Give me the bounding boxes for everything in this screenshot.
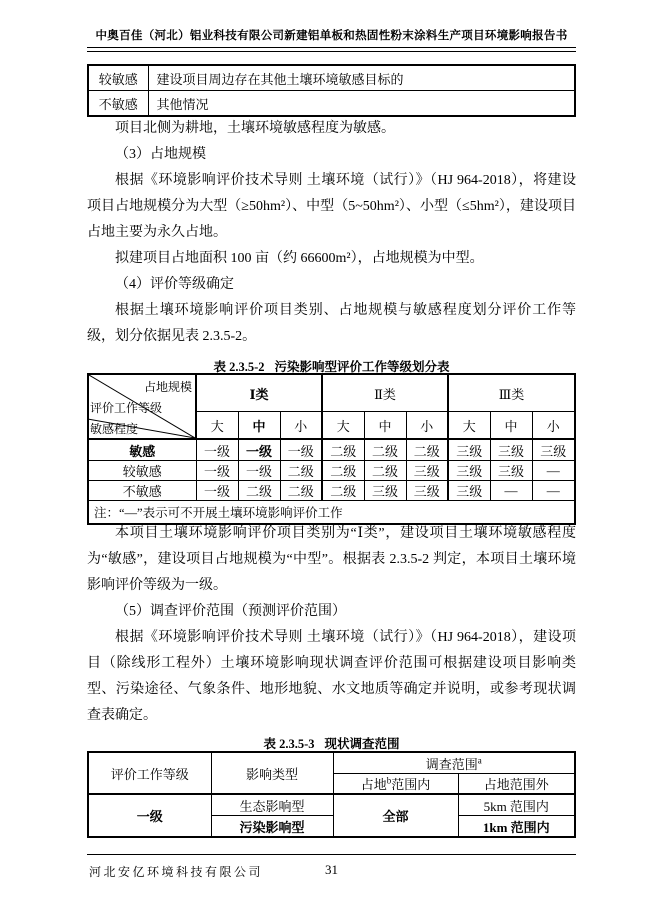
paragraph-scope-basis: 根据《环境影响评价技术导则 土壤环境（试行）》（HJ 964-2018），建设项目（除线形工程外）土壤环境影响现状调查评价范围可根据建设项目影响类型、污染途径、气象条件、地形地貌、水文地质等确定并说明，或参考现状调查表确定。 <box>87 630 576 723</box>
grade-cell: — <box>532 481 575 501</box>
header-outside-land: 占地范围外 <box>458 774 575 795</box>
grade-cell: 三级 <box>448 461 490 481</box>
header-work-grade: 评价工作等级 <box>88 752 211 794</box>
header-double-rule <box>87 47 576 52</box>
grade-cell: — <box>532 461 575 481</box>
sensitivity-desc-cell: 建设项目周边存在其他土壤环境敏感目标的 <box>148 65 575 91</box>
grade-cell: 二级 <box>364 461 406 481</box>
page-header-title: 中奥百佳（河北）铝业科技有限公司新建铝单板和热固性粉末涂料生产项目环境影响报告书 <box>95 30 568 42</box>
grade-cell: 一级 <box>238 439 280 461</box>
grade-cell: 二级 <box>238 481 280 501</box>
cell-eco-outside-range: 5km 范围内 <box>458 794 575 816</box>
cell-eco-impact-type: 生态影响型 <box>211 794 333 816</box>
survey-table-caption <box>87 734 576 752</box>
cell-grade-level: 一级 <box>88 794 211 837</box>
sensitivity-desc-cell: 其他情况 <box>148 91 575 117</box>
grade-row-sensitive <box>88 439 575 461</box>
grade-cell: 一级 <box>238 461 280 481</box>
survey-scope-table <box>87 751 576 838</box>
footnote-marker-a: a <box>477 755 482 766</box>
grade-cell: 一级 <box>196 481 238 501</box>
grade-cell: 三级 <box>490 461 532 481</box>
grade-cell: 一级 <box>280 439 322 461</box>
cell-scope-all: 全部 <box>333 794 458 837</box>
row-label-insensitive: 不敏感 <box>88 481 196 501</box>
grade-cell: 二级 <box>280 481 322 501</box>
header-within-land <box>333 774 458 795</box>
diagonal-label-land-scale: 占地规模 <box>143 380 192 394</box>
row-label-sensitive: 敏感 <box>88 439 196 461</box>
footnote-marker-b: b <box>386 775 392 786</box>
footer-company-name: 河北安亿环境科技有限公司 <box>89 865 264 879</box>
heading-3-land-scale: （3）占地规模 <box>115 147 206 162</box>
grade-cell: 三级 <box>490 439 532 461</box>
size-header: 大 <box>322 412 364 440</box>
survey-table-caption-title: 现状调查范围 <box>324 737 400 751</box>
size-header: 大 <box>196 412 238 440</box>
grade-classification-table <box>87 373 576 525</box>
grade-cell: 三级 <box>532 439 575 461</box>
grade-table-caption-label: 表 2.3.5-2 <box>213 360 265 374</box>
cell-pollution-impact-type: 污染影响型 <box>211 816 333 838</box>
grade-cell: 二级 <box>322 481 364 501</box>
grade-cell: 三级 <box>406 461 448 481</box>
paragraph-grade-result: 本项目土壤环境影响评价项目类别为“Ⅰ类”，建设项目土壤环境敏感程度为“敏感”，建设项目占地规模为“中型”。根据表 2.3.5-2 判定，本项目土壤环境影响评价等级为一级。 <box>87 526 576 593</box>
class-header-3: Ⅲ类 <box>448 374 575 412</box>
size-header: 小 <box>532 412 575 440</box>
survey-scope-text: 调查范围 <box>425 756 478 772</box>
header-impact-type: 影响类型 <box>211 752 333 794</box>
paragraph-project-area: 拟建项目占地面积 100 亩（约 66600m²），占地规模为中型。 <box>115 251 484 266</box>
table-row <box>88 65 575 91</box>
heading-4-grade-determination: （4）评价等级确定 <box>115 277 234 292</box>
grade-cell: 三级 <box>448 439 490 461</box>
paragraph-grade-basis: 根据土壤环境影响评价项目类别、占地规模与敏感程度划分评价工作等级，划分依据见表 2.3.5-2。 <box>87 303 576 344</box>
size-header: 小 <box>406 412 448 440</box>
table-row <box>88 91 575 117</box>
within-land-pre: 占地 <box>360 777 387 792</box>
grade-cell: 一级 <box>196 439 238 461</box>
sensitivity-level-cell: 较敏感 <box>88 65 148 91</box>
grade-table-caption-title: 污染影响型评价工作等级划分表 <box>274 360 450 374</box>
paragraph-north-side: 项目北侧为耕地，土壤环境敏感程度为敏感。 <box>115 121 395 136</box>
grade-cell: — <box>490 481 532 501</box>
grade-cell: 三级 <box>448 481 490 501</box>
grade-cell: 二级 <box>406 439 448 461</box>
grade-cell: 一级 <box>196 461 238 481</box>
size-header: 中 <box>238 412 280 440</box>
grade-row-insensitive <box>88 481 575 501</box>
grade-cell: 三级 <box>406 481 448 501</box>
body-text-block-2 <box>87 521 576 729</box>
row-label-less-sensitive: 较敏感 <box>88 461 196 481</box>
size-header: 中 <box>364 412 406 440</box>
grade-cell: 二级 <box>280 461 322 481</box>
table-note: 注：“—”表示可不开展土壤环境影响评价工作 <box>88 501 575 525</box>
table-row <box>88 794 575 816</box>
size-header: 小 <box>280 412 322 440</box>
size-header: 中 <box>490 412 532 440</box>
grade-cell: 二级 <box>322 439 364 461</box>
footer-rule <box>87 854 576 855</box>
page-footer <box>87 861 576 881</box>
grade-cell: 三级 <box>364 481 406 501</box>
table-row <box>88 374 575 412</box>
sensitivity-criteria-table <box>87 64 576 117</box>
page-number: 31 <box>325 862 338 877</box>
cell-pollution-outside-range: 1km 范围内 <box>458 816 575 838</box>
grade-cell: 二级 <box>322 461 364 481</box>
survey-table-caption-label: 表 2.3.5-3 <box>263 737 315 751</box>
size-header: 大 <box>448 412 490 440</box>
heading-5-survey-scope: （5）调查评价范围（预测评价范围） <box>115 604 346 619</box>
diagonal-label-sensitivity: 敏感程度 <box>90 422 139 436</box>
sensitivity-level-cell: 不敏感 <box>88 91 148 117</box>
body-text-block-1 <box>87 116 576 350</box>
diagonal-header-cell <box>88 374 196 439</box>
header-survey-scope <box>333 752 575 774</box>
class-header-1: Ⅰ类 <box>196 374 322 412</box>
within-land-post: 范围内 <box>391 777 431 792</box>
paragraph-land-scale-standard: 根据《环境影响评价技术导则 土壤环境（试行）》（HJ 964-2018），将建设项目占地规模分为大型（≥50hm²）、中型（5~50hm²）、小型（≤5hm²），建设项目占地主要为永久占地。 <box>87 173 576 240</box>
class-header-2: Ⅱ类 <box>322 374 448 412</box>
grade-row-less-sensitive <box>88 461 575 481</box>
grade-cell: 二级 <box>364 439 406 461</box>
diagonal-label-work-grade: 评价工作等级 <box>90 401 163 415</box>
table-row <box>88 752 575 774</box>
